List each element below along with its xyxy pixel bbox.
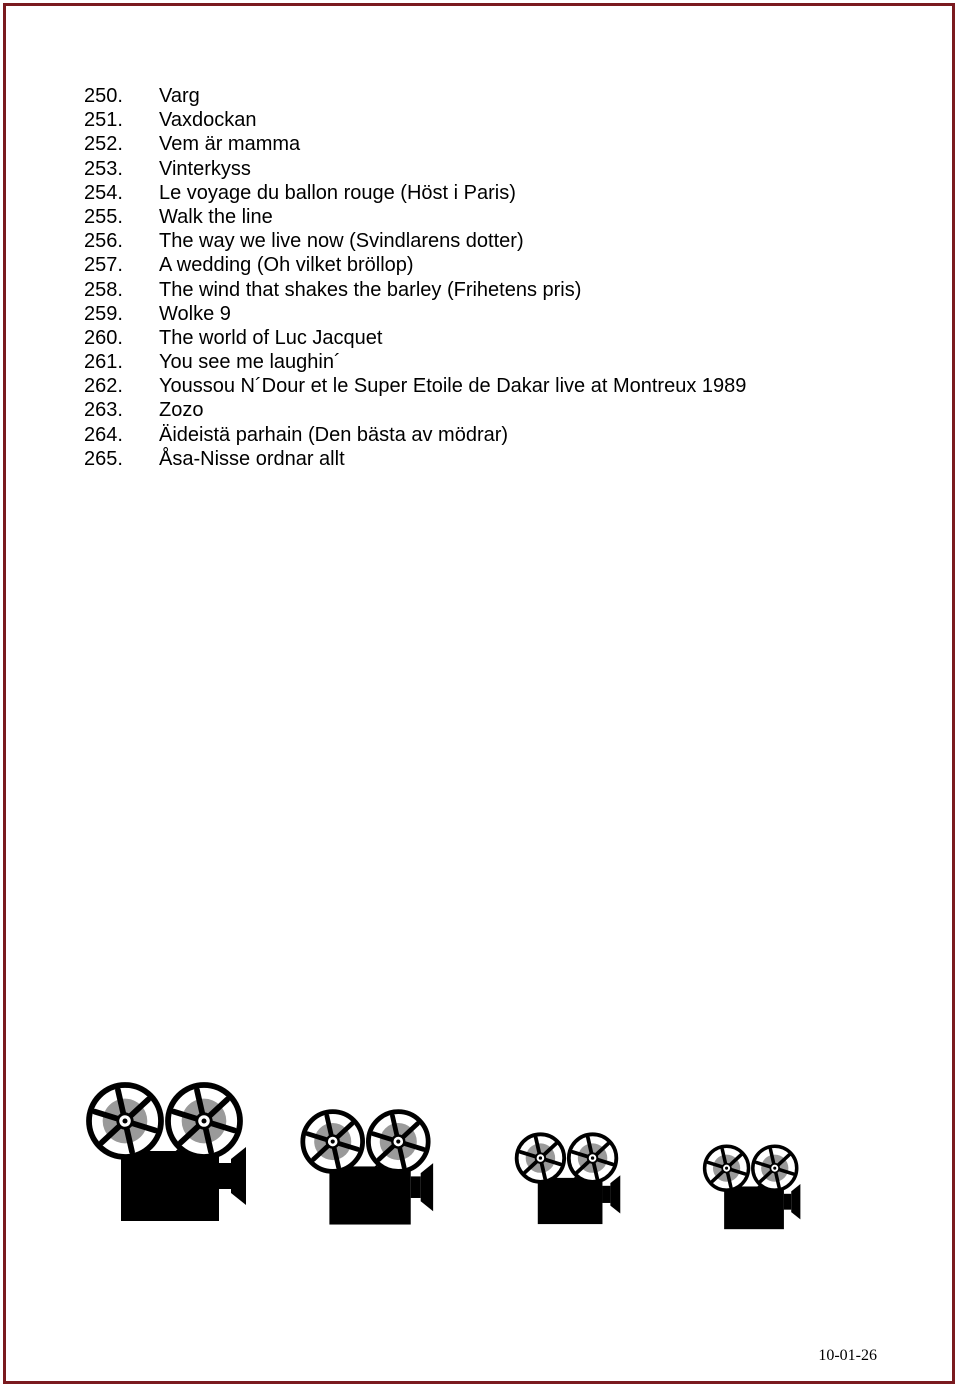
film-number: 253. xyxy=(84,157,123,180)
film-number: 252. xyxy=(84,133,123,156)
list-item xyxy=(84,132,746,156)
list-item xyxy=(84,181,746,205)
film-number: 255. xyxy=(84,205,123,228)
film-number: 263. xyxy=(84,399,123,422)
film-number: 251. xyxy=(84,109,123,132)
film-title: Wolke 9 xyxy=(159,302,231,325)
list-item xyxy=(84,374,746,398)
film-title: Le voyage du ballon rouge (Höst i Paris) xyxy=(159,181,516,204)
list-item xyxy=(84,278,746,302)
film-title: A wedding (Oh vilket bröllop) xyxy=(159,254,414,277)
list-item xyxy=(84,253,746,277)
film-number: 254. xyxy=(84,181,123,204)
list-item xyxy=(84,229,746,253)
film-number: 265. xyxy=(84,447,123,470)
film-number: 264. xyxy=(84,423,123,446)
film-title: Walk the line xyxy=(159,205,273,228)
film-title: You see me laughin´ xyxy=(159,351,341,374)
film-title: The wind that shakes the barley (Frihetens pris) xyxy=(159,278,582,301)
film-title: Zozo xyxy=(159,399,204,422)
list-item xyxy=(84,447,746,471)
film-number: 256. xyxy=(84,230,123,253)
list-item xyxy=(84,157,746,181)
film-number: 260. xyxy=(84,326,123,349)
film-number: 259. xyxy=(84,302,123,325)
footer-date: 10-01-26 xyxy=(818,1347,877,1364)
list-item xyxy=(84,350,746,374)
film-title: Vem är mamma xyxy=(159,133,301,156)
film-list xyxy=(84,84,746,471)
film-number: 250. xyxy=(84,85,123,107)
film-title: Vinterkyss xyxy=(159,157,251,180)
film-title: Åsa-Nisse ordnar allt xyxy=(159,447,345,470)
list-item xyxy=(84,84,746,108)
film-title: Varg xyxy=(159,85,200,107)
film-title: The way we live now (Svindlarens dotter) xyxy=(159,230,524,253)
list-item xyxy=(84,423,746,447)
list-item xyxy=(84,205,746,229)
list-item xyxy=(84,302,746,326)
list-item xyxy=(84,326,746,350)
list-item xyxy=(84,398,746,422)
film-title: Youssou N´Dour et le Super Etoile de Dakar live at Montreux 1989 xyxy=(159,375,747,398)
film-number: 257. xyxy=(84,254,123,277)
film-number: 258. xyxy=(84,278,123,301)
film-title: Vaxdockan xyxy=(159,109,257,132)
list-item xyxy=(84,108,746,132)
film-title: Äideistä parhain (Den bästa av mödrar) xyxy=(159,423,509,446)
film-number: 262. xyxy=(84,375,123,398)
film-number: 261. xyxy=(84,351,123,374)
film-title: The world of Luc Jacquet xyxy=(159,326,383,349)
